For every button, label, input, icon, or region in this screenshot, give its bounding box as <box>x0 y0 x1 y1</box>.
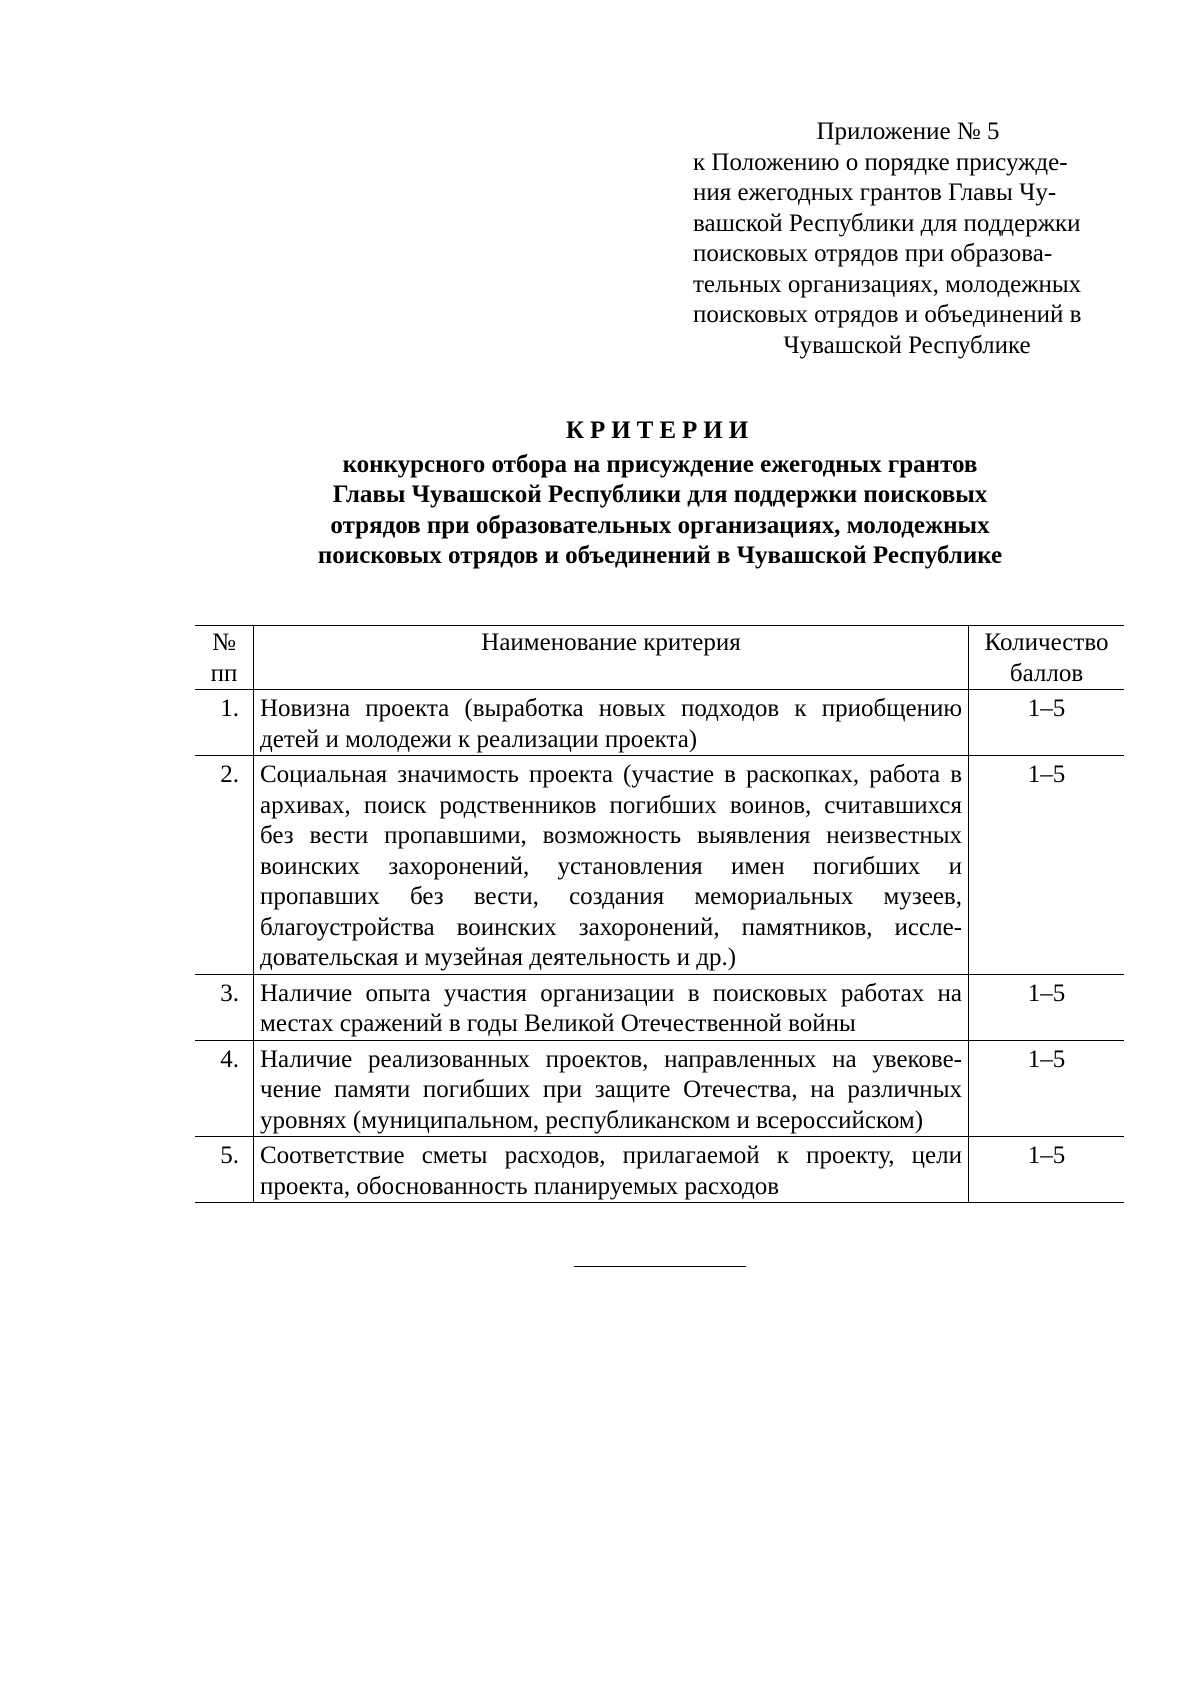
heading-title: КРИТЕРИИ <box>565 417 755 444</box>
row-num: 4. <box>195 1040 254 1137</box>
document-heading <box>240 416 1080 572</box>
footer-divider <box>574 1266 746 1267</box>
appendix-line: Чувашской Республике <box>783 331 1031 359</box>
heading-line: поисковых отрядов и объединений в Чувашской Республике <box>317 542 1003 569</box>
appendix-line: вашской Республики для поддержки <box>693 209 1081 237</box>
row-score: 1–5 <box>969 974 1125 1040</box>
row-score: 1–5 <box>969 1040 1125 1137</box>
header-score-line: баллов <box>1009 659 1084 687</box>
criteria-table <box>195 625 1124 1203</box>
row-score: 1–5 <box>969 756 1125 975</box>
heading-line: отрядов при образовательных организациях, молодежных <box>330 511 990 539</box>
row-criterion: Соответствие сметы расходов, прилагаемой к проекту, цели проекта, обоснованность планируемых расходов <box>254 1137 969 1203</box>
row-score: 1–5 <box>969 690 1125 756</box>
heading-line: Главы Чувашской Республики для поддержки поисковых <box>332 481 988 508</box>
table-row <box>195 756 1124 975</box>
table-row <box>195 1040 1124 1137</box>
heading-line: конкурсного отбора на присуждение ежегодных грантов <box>342 450 978 478</box>
appendix-line: поисковых отрядов при образова- <box>693 240 1053 267</box>
row-num: 3. <box>195 974 254 1040</box>
header-score-line: Количество <box>984 629 1109 656</box>
row-score: 1–5 <box>969 1137 1125 1203</box>
row-criterion: Новизна проекта (выработка новых подходов к приобщению детей и молодежи к реализации проекта) <box>254 690 969 756</box>
header-name: Наименование критерия <box>254 626 969 690</box>
table-header-row <box>195 626 1124 690</box>
appendix-line: ния ежегодных грантов Главы Чу- <box>693 179 1057 206</box>
row-criterion: Наличие опыта участия организации в поисковых работах на местах сражений в годы Великой Отечественной войны <box>254 974 969 1040</box>
table-row <box>195 1137 1124 1203</box>
header-num-line: пп <box>210 659 238 687</box>
appendix-block <box>693 117 1121 361</box>
appendix-title: Приложение № 5 <box>816 118 1000 145</box>
header-num <box>195 626 254 690</box>
appendix-line: к Положению о порядке присужде- <box>693 148 1068 176</box>
row-num: 1. <box>195 690 254 756</box>
header-score <box>969 626 1125 690</box>
row-num: 2. <box>195 756 254 975</box>
appendix-line: тельных организациях, молодежных <box>693 270 1082 298</box>
table-row <box>195 974 1124 1040</box>
table-row <box>195 690 1124 756</box>
row-criterion: Наличие реализованных проектов, направленных на увековечение памяти погибших при защите Отечества, на различных уровнях (муниципальном, республиканском и всероссийском) <box>254 1040 969 1137</box>
row-num: 5. <box>195 1137 254 1203</box>
appendix-line: поисковых отрядов и объединений в <box>693 301 1082 328</box>
row-criterion: Социальная значимость проекта (участие в раскопках, работа в архивах, поиск родственников погибших воинов, считавшихся без вести пропавшими, возможность выявления неизвестных воинских захоронений, установления имен погибших и пропавших без вести, создания мемориальных музеев, благоустройства воинских захоронений, памятников, исследовательская и музейная деятельность и др.) <box>254 756 969 975</box>
header-num-line: № <box>212 629 236 656</box>
